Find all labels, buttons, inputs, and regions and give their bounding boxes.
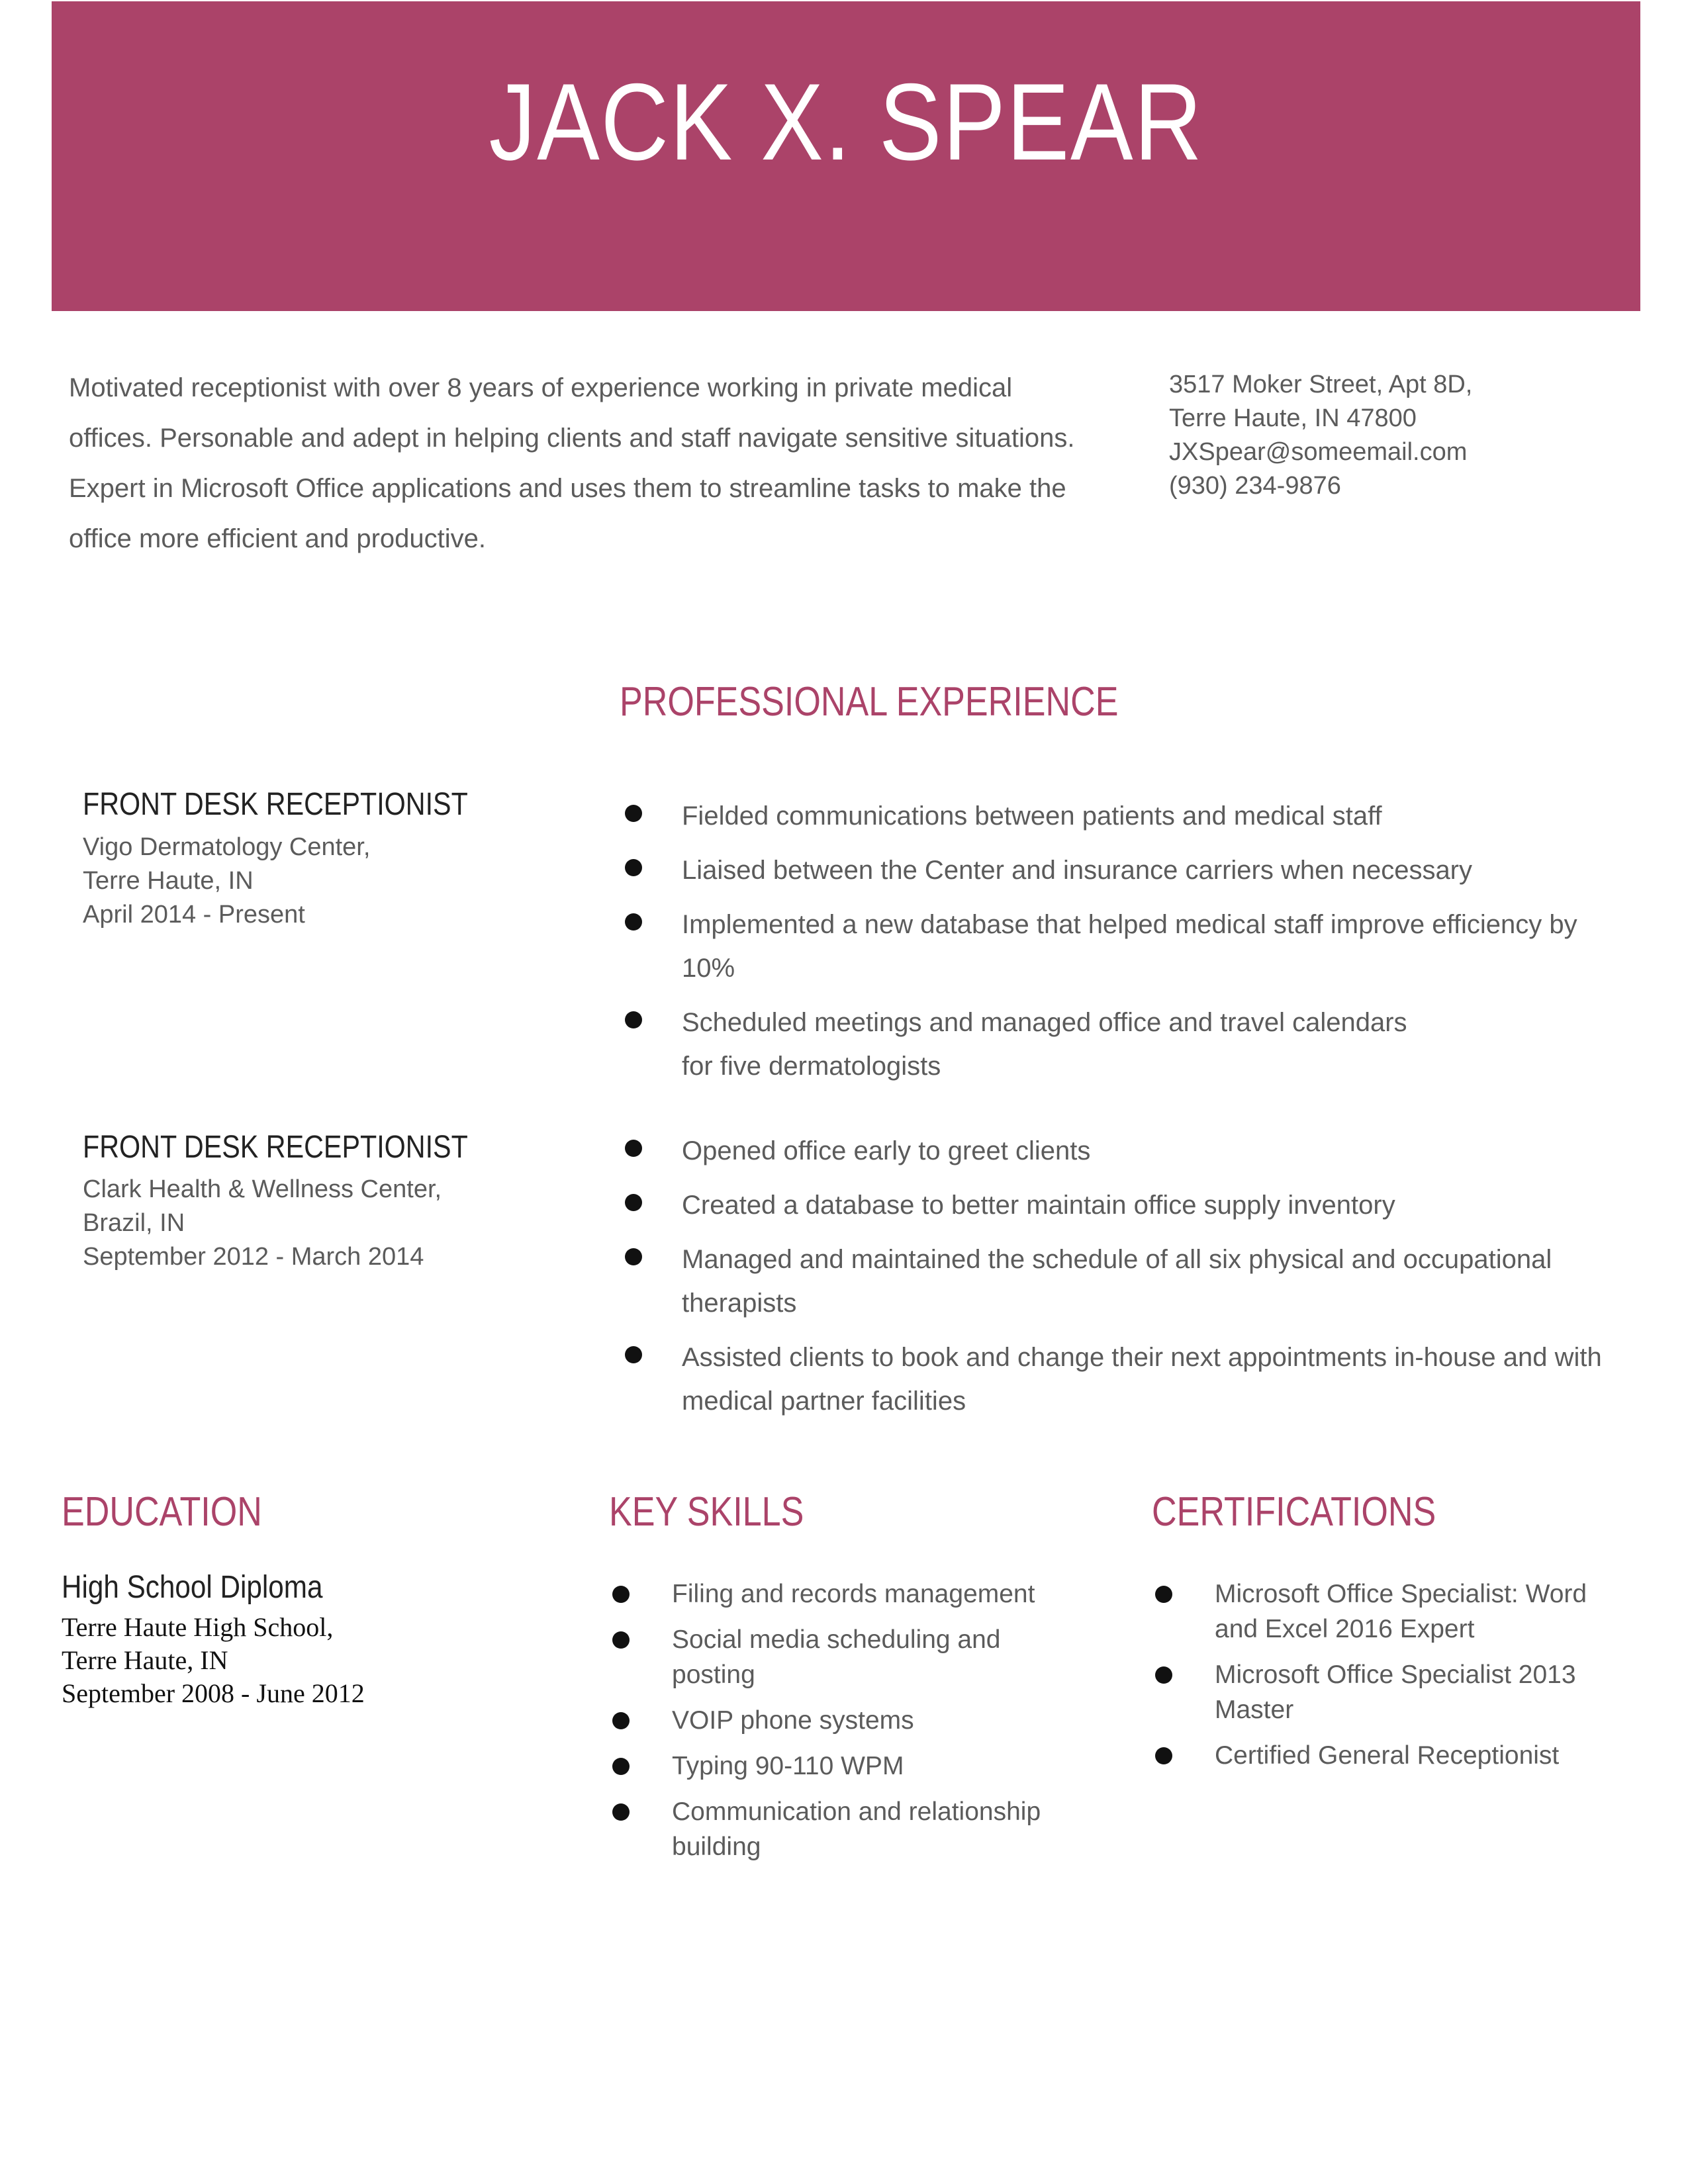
job-title: FRONT DESK RECEPTIONIST (83, 787, 468, 822)
certification-item: Certified General Receptionist (1155, 1738, 1592, 1773)
education-dates: September 2008 - June 2012 (62, 1678, 365, 1708)
job-bullets (625, 794, 1611, 1099)
address-line-1: 3517 Moker Street, Apt 8D, (1169, 371, 1473, 398)
job-bullets (625, 1129, 1602, 1433)
skills-list (612, 1576, 1049, 1875)
skill-item: Typing 90-110 WPM (612, 1749, 1049, 1784)
education-school: Terre Haute High School, (62, 1612, 334, 1642)
job-dates: September 2012 - March 2014 (83, 1243, 424, 1271)
job-meta (83, 831, 370, 932)
job-location: Terre Haute, IN (83, 867, 254, 895)
certifications-list (1155, 1576, 1592, 1784)
skill-item: Social media scheduling and posting (612, 1622, 1049, 1692)
bullet-item: Assisted clients to book and change their next appointments in-house and with medical partner facilities (625, 1336, 1602, 1423)
job-location: Brazil, IN (83, 1209, 185, 1237)
phone-number: (930) 234-9876 (1169, 472, 1341, 500)
skill-item: Filing and records management (612, 1576, 1049, 1612)
bullet-item: Fielded communications between patients and medical staff (625, 794, 1611, 838)
education-degree: High School Diploma (62, 1570, 323, 1605)
bullet-item: Opened office early to greet clients (625, 1129, 1578, 1173)
certification-item: Microsoft Office Specialist 2013 Master (1155, 1657, 1592, 1727)
bullet-item: Implemented a new database that helped medical staff improve efficiency by 10% (625, 903, 1611, 990)
certification-item: Microsoft Office Specialist: Word and Excel 2016 Expert (1155, 1576, 1592, 1647)
skills-heading: KEY SKILLS (609, 1489, 804, 1535)
job-company: Vigo Dermatology Center, (83, 833, 371, 861)
email-address: JXSpear@someemail.com (1169, 438, 1468, 466)
address-line-2: Terre Haute, IN 47800 (1169, 404, 1417, 432)
job-meta (83, 1173, 442, 1274)
header-band (52, 1, 1640, 311)
education-location: Terre Haute, IN (62, 1645, 228, 1675)
skill-item: VOIP phone systems (612, 1703, 1049, 1738)
education-meta (62, 1611, 365, 1710)
bullet-item: Created a database to better maintain office supply inventory (625, 1183, 1578, 1227)
bullet-item: Liaised between the Center and insurance carriers when necessary (625, 848, 1611, 892)
job-title: FRONT DESK RECEPTIONIST (83, 1130, 468, 1165)
skill-item: Communication and relationship building (612, 1794, 1049, 1864)
certifications-heading: CERTIFICATIONS (1152, 1489, 1436, 1535)
summary-paragraph: Motivated receptionist with over 8 years of experience working in private medical offices. Personable and adept in helping clients and staff navigate sensitive situations. Expert in Microsoft Office applications and uses them to streamline tasks to make the office more efficient and productive. (69, 373, 1075, 553)
contact-block (1169, 368, 1472, 503)
job-dates: April 2014 - Present (83, 901, 305, 929)
bullet-item: Scheduled meetings and managed office and travel calendars for five dermatologists (625, 1001, 1436, 1088)
experience-heading: PROFESSIONAL EXPERIENCE (620, 679, 1119, 725)
education-heading: EDUCATION (62, 1489, 262, 1535)
bullet-item: Managed and maintained the schedule of all six physical and occupational therapists (625, 1238, 1556, 1325)
candidate-name: JACK X. SPEAR (489, 61, 1203, 183)
job-company: Clark Health & Wellness Center, (83, 1175, 442, 1203)
